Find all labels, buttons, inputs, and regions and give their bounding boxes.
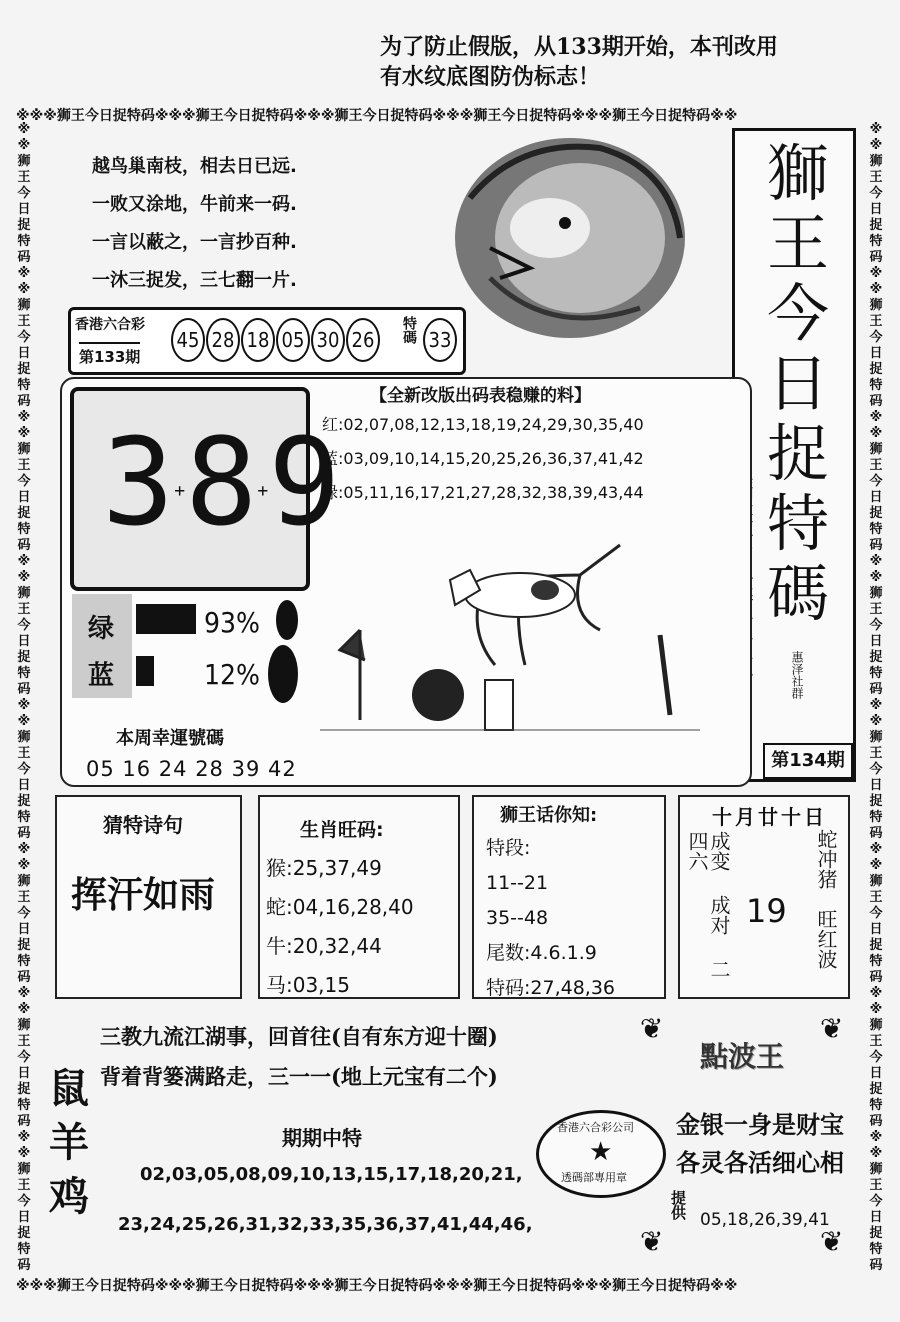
- date-box: [678, 795, 850, 999]
- title-char: 特: [766, 487, 829, 560]
- poem-line: 一沐三捉发，三七翻一片.: [92, 270, 297, 291]
- notice-line1: 为了防止假版，从133期开始，本刊改用: [380, 34, 778, 60]
- wave-label: 點波王: [700, 1040, 785, 1073]
- lottery-issue: 第133期: [79, 342, 140, 367]
- results-bar: [68, 307, 466, 375]
- lucky-numbers: 05 16 24 28 39 42: [86, 757, 297, 781]
- title-char: 日: [766, 347, 829, 420]
- notice-line2: 有水纹底图防伪标志！: [380, 64, 601, 90]
- green-percent: 93%: [204, 606, 260, 639]
- periods-line2: 23,24,25,26,31,32,33,35,36,37,41,44,46,: [118, 1214, 533, 1235]
- green-numbers: 绿:05,11,16,17,21,27,28,32,38,39,43,44: [322, 483, 644, 502]
- poem-line: 越鸟巢南枝，相去日已远.: [92, 156, 297, 177]
- wealth: [676, 1106, 844, 1182]
- date-left-line: 成变: [707, 831, 731, 871]
- blue-percent: 12%: [204, 658, 260, 691]
- tips-title: 狮王话你知:: [500, 805, 598, 826]
- title-char: 獅: [766, 137, 829, 210]
- color-number-table: [322, 408, 644, 510]
- date-left-line: 成对: [707, 895, 731, 935]
- big-number: 9: [268, 414, 341, 553]
- result-ball: 30: [311, 318, 345, 362]
- red-numbers: 红:02,07,08,12,13,18,19,24,29,30,35,40: [322, 415, 644, 434]
- blue-numbers: 蓝:03,09,10,14,15,20,25,26,36,37,41,42: [322, 449, 644, 468]
- poem: [92, 148, 297, 300]
- result-ball: 28: [206, 318, 240, 362]
- big-number: 8: [185, 414, 258, 553]
- guess-title: 猜特诗句: [103, 813, 183, 837]
- stamp: [536, 1110, 666, 1198]
- bottom-border-text: ※※※狮王今日捉特码※※※狮王今日捉特码※※※狮王今日捉特码※※※狮王今日捉特码※※※狮王今日捉特码※※: [16, 1278, 738, 1294]
- date-number: 19: [746, 892, 787, 930]
- big-number: 3: [102, 414, 175, 553]
- title-char: 今: [766, 277, 829, 350]
- periods-title: 期期中特: [282, 1126, 362, 1150]
- date-title: 十月廿十日: [712, 805, 827, 829]
- green-marker: [276, 600, 298, 640]
- title-char: 王: [766, 207, 829, 280]
- zodiac-row: 猴:25,37,49: [266, 856, 382, 880]
- zodiac-list: [266, 849, 414, 1005]
- wealth-line: 金银一身是财宝: [676, 1111, 844, 1139]
- stamp-bottom: 透碼部專用章: [561, 1171, 627, 1184]
- date-left-text: [686, 831, 730, 991]
- stamp-text: 香港六合彩公司: [557, 1121, 634, 1134]
- date-right-line: 蛇冲猪: [814, 829, 838, 889]
- wealth-line: 各灵各活细心相: [676, 1149, 844, 1177]
- poem-line: 一言以蔽之，一言抄百种.: [92, 232, 297, 253]
- date-right-text-2: 旺红波: [814, 909, 838, 969]
- tips-row: 11--21: [486, 872, 549, 894]
- title-char: 碼: [766, 557, 829, 630]
- result-ball: 05: [276, 318, 310, 362]
- tips-row: 35--48: [486, 907, 549, 929]
- color-label-green: 绿: [88, 614, 115, 644]
- lottery-name: 香港六合彩: [75, 317, 145, 333]
- verse: [100, 1017, 498, 1097]
- result-numbers: [171, 318, 381, 362]
- tips-row: 尾数:4.6.1.9: [486, 942, 597, 964]
- zodiac-title: 生肖旺码:: [300, 819, 384, 841]
- wealth-numbers: 05,18,26,39,41: [700, 1210, 830, 1230]
- provide-label: 提供: [669, 1190, 687, 1220]
- ornament-icon: ❦: [640, 1012, 664, 1045]
- title-char: 捉: [766, 417, 829, 490]
- periods-line1: 02,03,05,08,09,10,13,15,17,18,20,21,: [140, 1164, 523, 1185]
- dog-football-image: [320, 535, 700, 745]
- blue-percent-bar: [136, 656, 154, 686]
- result-ball: 18: [241, 318, 275, 362]
- ornament-icon: ❦: [640, 1225, 664, 1258]
- table-title: 【全新改版出码表稳赚的料】: [370, 386, 591, 406]
- date-left-line: 二四六: [685, 831, 731, 979]
- result-ball: 26: [346, 318, 380, 362]
- big-numbers: [102, 409, 340, 566]
- lucky-title: 本周幸運號碼: [116, 728, 224, 749]
- guess-box: [55, 795, 242, 999]
- plus-sign: +: [257, 480, 269, 502]
- issue-label: 第134期: [763, 743, 853, 779]
- zodiac-box: [258, 795, 460, 999]
- left-border-text: ※※狮王今日捉特码※※狮王今日捉特码※※狮王今日捉特码※※狮王今日捉特码※※狮王今日捉特码※※狮王今日捉特码※※狮王今日捉特码※※狮王今日捉特码: [17, 122, 31, 1272]
- ornament-icon: ❦: [820, 1225, 844, 1258]
- star-icon: ★: [589, 1137, 613, 1167]
- plus-sign: +: [174, 480, 186, 502]
- poem-line: 一败又涂地，牛前来一码.: [92, 194, 297, 215]
- animals: 鼠羊鸡: [49, 1066, 89, 1220]
- verse-line: 三教九流江湖事，回首往(自有东方迎十圈): [100, 1024, 498, 1049]
- special-label: 特碼: [401, 316, 417, 344]
- zodiac-row: 蛇:04,16,28,40: [266, 895, 414, 919]
- result-ball: 45: [171, 318, 205, 362]
- verse-line: 背着背篓满路走，三一一(地上元宝有二个): [100, 1064, 498, 1089]
- community-label: 惠泽社群: [790, 651, 804, 699]
- tips-row: 特段:: [486, 837, 531, 859]
- special-ball: 33: [423, 318, 457, 362]
- tips-list: [486, 831, 615, 1006]
- blue-marker: [268, 645, 298, 703]
- title: [763, 139, 833, 629]
- color-label-blue: 蓝: [88, 661, 115, 691]
- top-border-text: ※※※狮王今日捉特码※※※狮王今日捉特码※※※狮王今日捉特码※※※狮王今日捉特码※※※狮王今日捉特码※※: [16, 108, 738, 124]
- right-border-text: ※※狮王今日捉特码※※狮王今日捉特码※※狮王今日捉特码※※狮王今日捉特码※※狮王今日捉特码※※狮王今日捉特码※※狮王今日捉特码※※狮王今日捉特码: [869, 122, 883, 1272]
- zodiac-row: 牛:20,32,44: [266, 934, 382, 958]
- tips-box: [472, 795, 666, 999]
- ornament-icon: ❦: [820, 1012, 844, 1045]
- big-number-box: [70, 387, 341, 591]
- tips-row: 特码:27,48,36: [486, 977, 616, 999]
- guess-phrase: 挥汗如雨: [71, 875, 216, 916]
- lion-head-image: [430, 128, 710, 358]
- notice: [380, 32, 778, 92]
- zodiac-row: 马:03,15: [266, 973, 350, 997]
- green-percent-bar: [136, 604, 196, 634]
